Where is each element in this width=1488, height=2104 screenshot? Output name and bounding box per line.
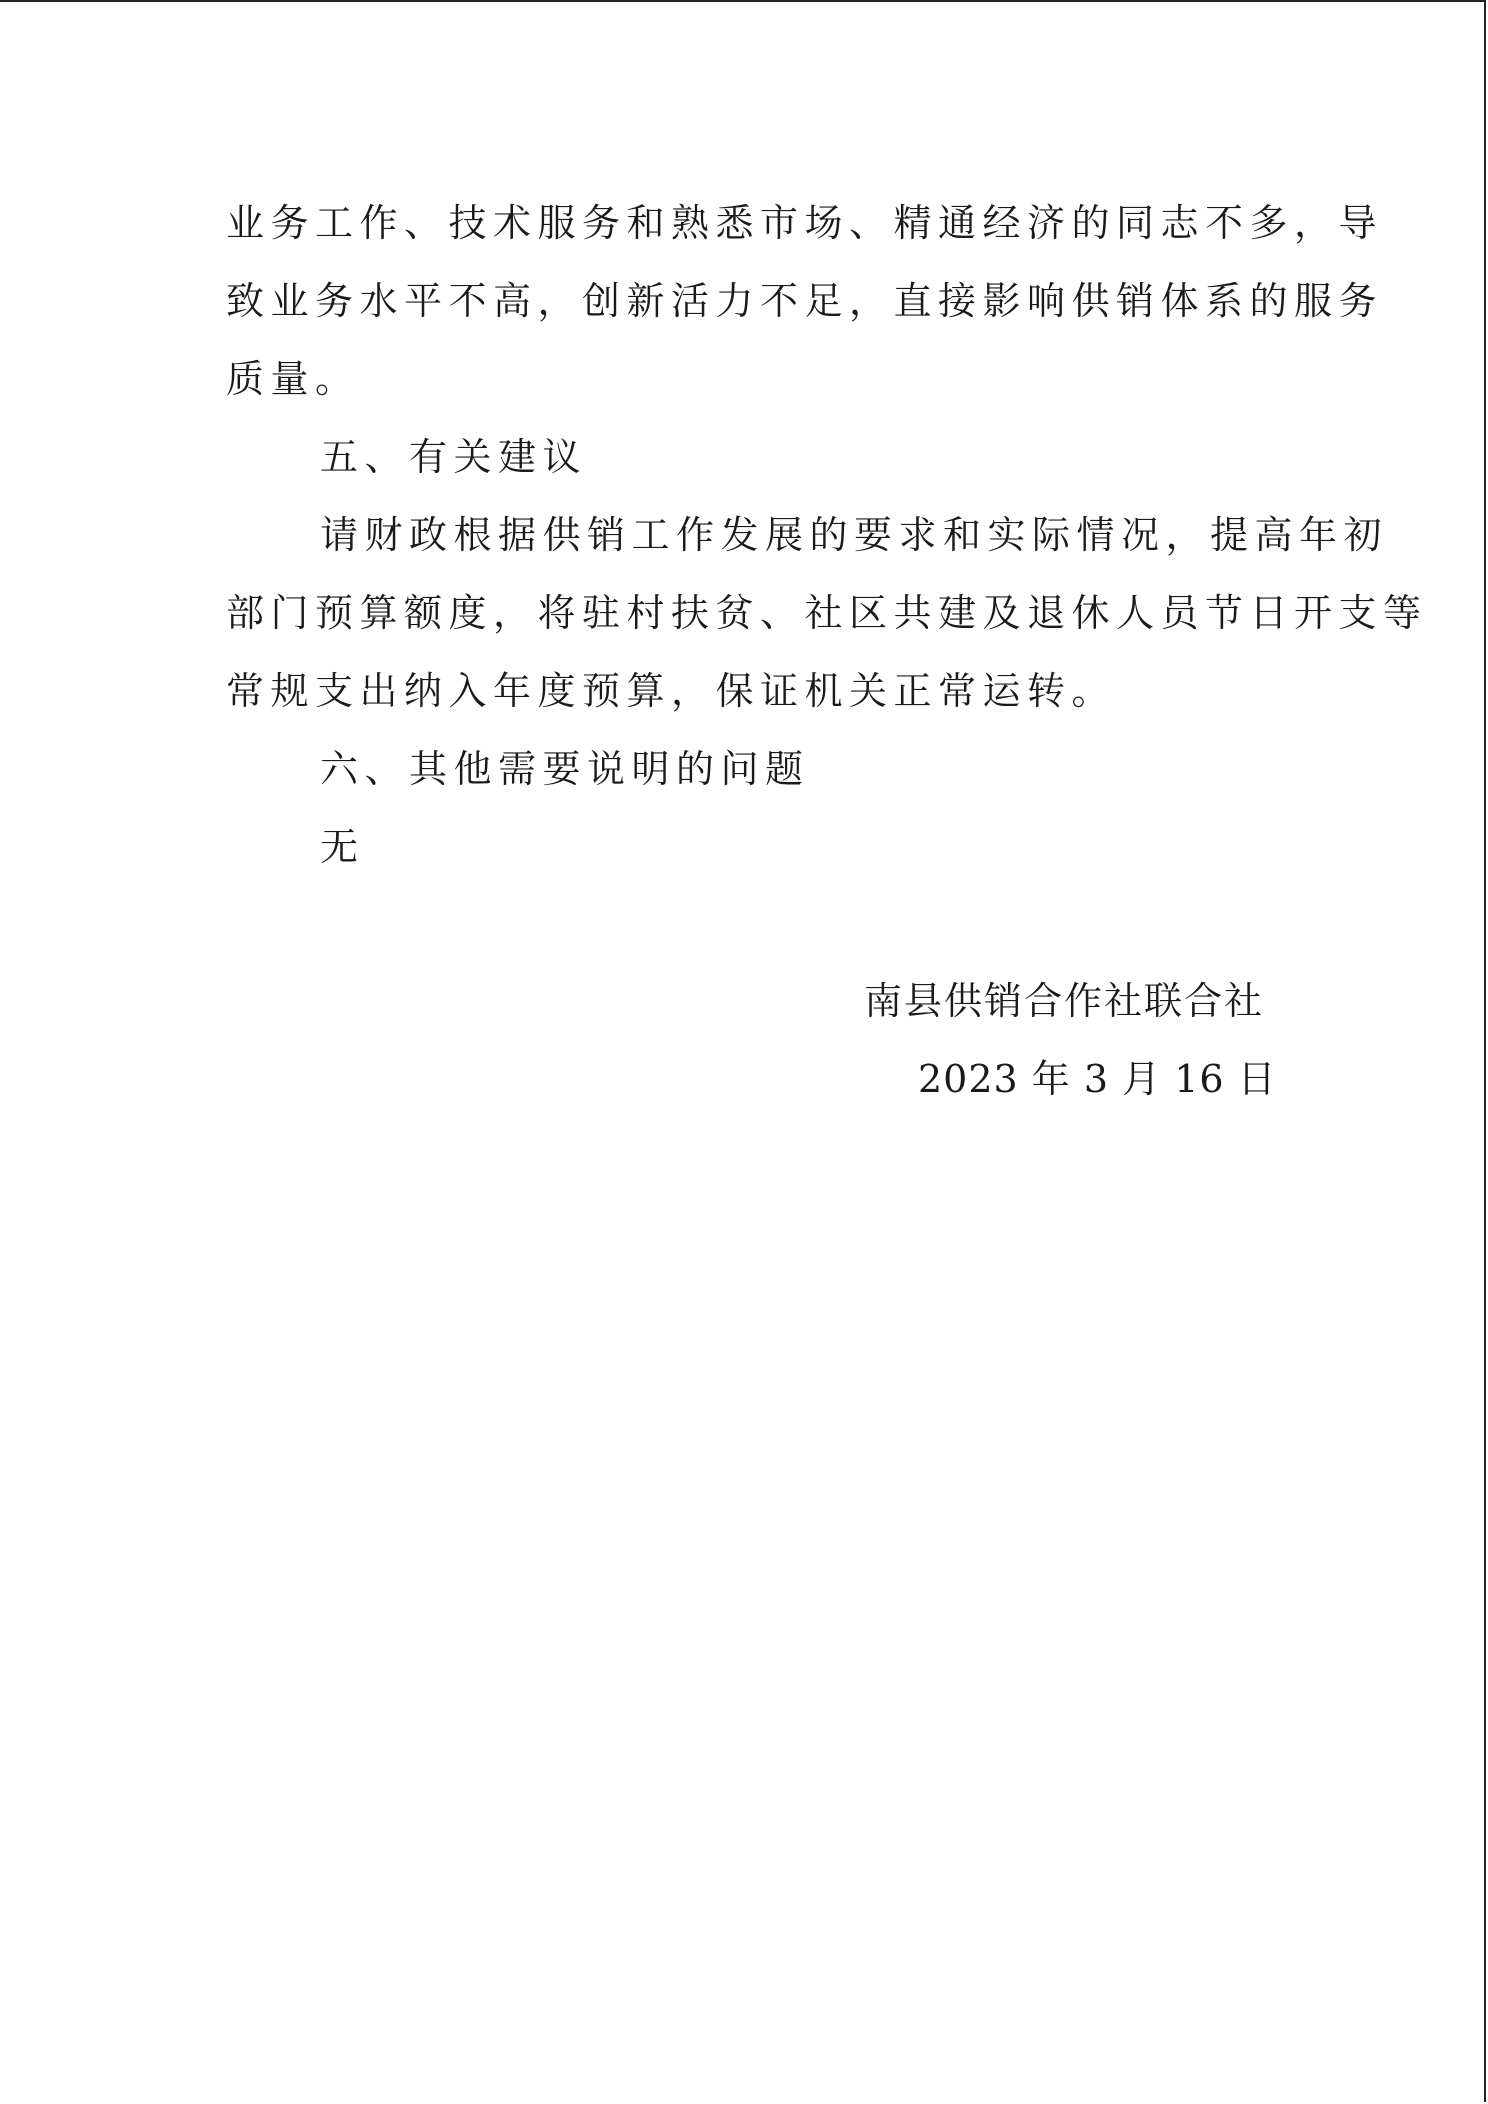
paragraph-continuation [226, 184, 1384, 418]
signature-organization: 南县供销合作社联合社 [864, 979, 1265, 1023]
section-heading-five: 五、有关建议 [320, 435, 588, 479]
paragraph-line: 业务工作、技术服务和熟悉市场、精通经济的同志不多，导 [226, 201, 1384, 245]
paragraph-line: 请财政根据供销工作发展的要求和实际情况，提高年初 [320, 513, 1389, 557]
paragraph-line: 常规支出纳入年度预算，保证机关正常运转。 [226, 669, 1117, 713]
paragraph-suggestion [226, 574, 1428, 730]
section-heading-six: 六、其他需要说明的问题 [320, 747, 810, 791]
paragraph-line: 部门预算额度，将驻村扶贫、社区共建及退休人员节日开支等 [226, 591, 1428, 635]
signature-date: 2023 年 3 月 16 日 [918, 1057, 1277, 1101]
none-text: 无 [320, 825, 365, 869]
paragraph-line: 质量。 [226, 357, 360, 401]
paragraph-line: 致业务水平不高，创新活力不足，直接影响供销体系的服务 [226, 279, 1384, 323]
